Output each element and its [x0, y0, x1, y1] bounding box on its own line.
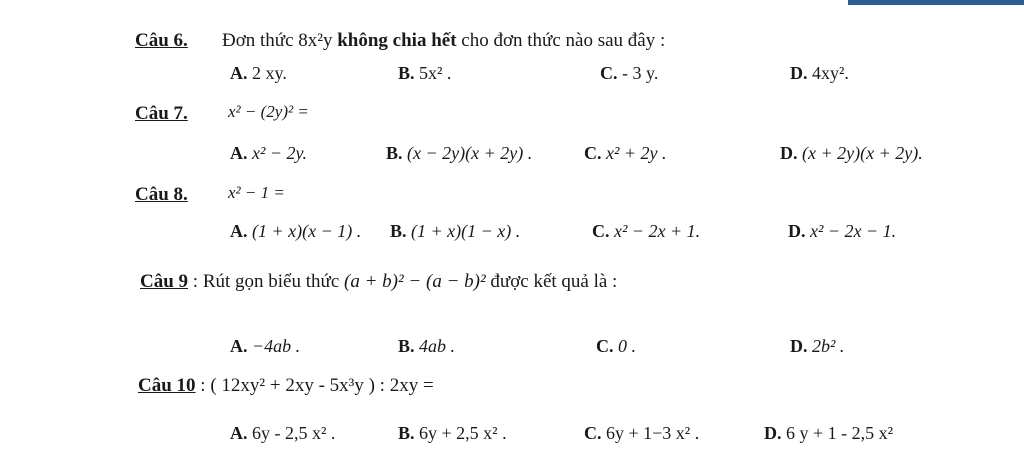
question-9-option-d: D. 2b² . — [790, 336, 845, 356]
question-7-option-c: C. x² + 2y . — [584, 143, 667, 163]
question-6-label: Câu 6. — [135, 30, 188, 51]
question-10-option-c: C. 6y + 1−3 x² . — [584, 423, 700, 443]
question-8-label: Câu 8. — [135, 184, 188, 205]
question-9-expression: (a + b)² − (a − b)² — [344, 271, 486, 292]
top-accent-bar — [848, 0, 1024, 5]
question-6-bold-part: không chia hết — [337, 30, 457, 51]
question-9-option-c: C. 0 . — [596, 336, 636, 356]
question-10-text — [138, 376, 434, 395]
question-6-suffix: cho đơn thức nào sau đây : — [456, 30, 666, 51]
question-9-text — [140, 272, 617, 291]
question-8-expression: x² − 1 = — [228, 183, 285, 202]
question-9-option-b: B. 4ab . — [398, 336, 456, 356]
question-8-option-d: D. x² − 2x − 1. — [788, 221, 897, 241]
question-9-option-a: A. −4ab . — [230, 336, 301, 356]
question-7-option-b: B. (x − 2y)(x + 2y) . — [386, 143, 533, 163]
question-6-text — [222, 31, 665, 50]
question-6-option-d: D. 4xy². — [790, 63, 849, 83]
question-7-option-a: A. x² − 2y. — [230, 143, 308, 163]
question-9-label: Câu 9 — [140, 271, 189, 292]
question-6-option-c: C. - 3 y. — [600, 63, 659, 83]
question-9-suffix: được kết quả là : — [485, 271, 618, 292]
question-6-monomial: 8x²y — [298, 30, 333, 51]
question-7-expression: x² − (2y)² = — [228, 102, 309, 121]
question-7-option-d: D. (x + 2y)(x + 2y). — [780, 143, 923, 163]
question-7-label: Câu 7. — [135, 103, 188, 124]
question-6-option-b: B. 5x² . — [398, 63, 452, 83]
question-8-option-b: B. (1 + x)(1 − x) . — [390, 221, 521, 241]
question-10-option-d: D. 6 y + 1 - 2,5 x² — [764, 423, 894, 443]
question-8-option-c: C. x² − 2x + 1. — [592, 221, 701, 241]
question-10-expression: : ( 12xy² + 2xy - 5x³y ) : 2xy = — [195, 375, 434, 396]
question-10-option-a: A. 6y - 2,5 x² . — [230, 423, 336, 443]
question-6-prefix: Đơn thức — [222, 30, 299, 51]
question-10-label: Câu 10 — [138, 375, 196, 396]
question-9-prefix: : Rút gọn biểu thức — [188, 271, 344, 292]
question-6-option-a: A. 2 xy. — [230, 63, 287, 83]
question-8-option-a: A. (1 + x)(x − 1) . — [230, 221, 362, 241]
question-10-option-b: B. 6y + 2,5 x² . — [398, 423, 507, 443]
